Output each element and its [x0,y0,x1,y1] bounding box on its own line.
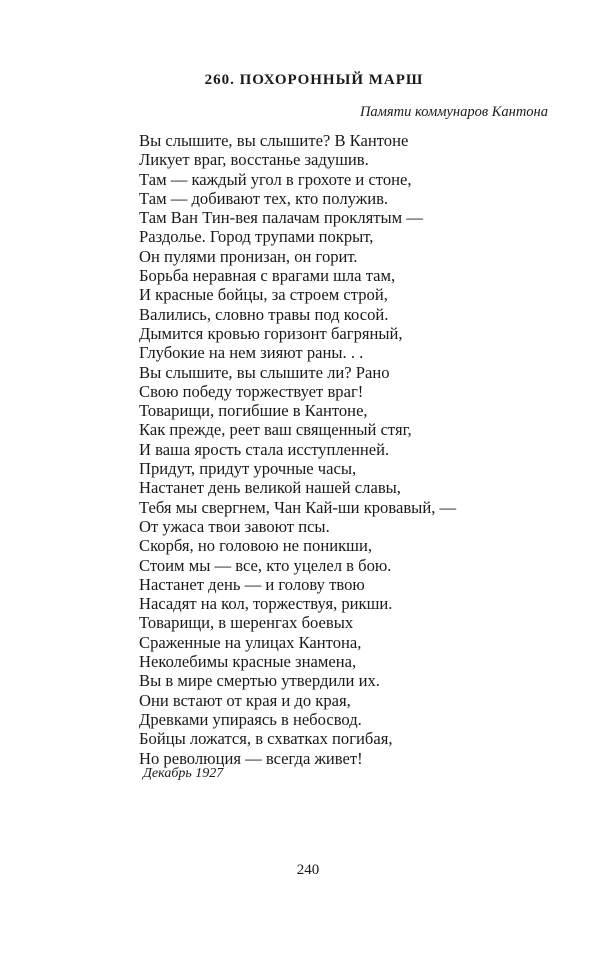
poem-line: Тебя мы свергнем, Чан Кай-ши кровавый, — [139,497,457,517]
poem-line: Стоим мы — все, кто уцелел в бою. [139,555,392,575]
poem-line: Там Ван Тин-вея палачам проклятым — [139,208,423,228]
poem-line: Он пулями пронизан, он горит. [139,246,358,266]
poem-line: Раздолье. Город трупами покрыт, [139,227,374,247]
page-number: 240 [296,862,320,878]
poem-date: Декабрь 1927 [143,766,224,781]
poem-line: Дымится кровью горизонт багряный, [139,323,403,343]
poem-line: Древками упираясь в небосвод. [139,709,362,729]
poem-line: Вы слышите, вы слышите? В Кантоне [139,131,409,150]
poem-line: Сраженные на улицах Кантона, [139,632,362,652]
poem-line: Там — добивают тех, кто полужив. [139,188,389,208]
poem-title: 260. ПОХОРОННЫЙ МАРШ [204,72,424,88]
poem-line: Настанет день — и голову твою [139,574,365,594]
poem-line: Настанет день великой нашей славы, [139,478,401,498]
poem-line: Насадят на кол, торжествуя, рикши. [139,594,393,614]
poem-line: Ликует враг, восстанье задушив. [139,150,369,170]
poem-line: И красные бойцы, за строем строй, [139,285,388,305]
poem-body [139,131,456,768]
poem-line: Неколебимы красные знамена, [139,652,357,672]
poem-line: Вы в мире смертью утвердили их. [139,671,380,691]
poem-line: От ужаса твои завоют псы. [139,516,330,536]
poem-line: Валились, словно травы под косой. [139,304,389,324]
poem-dedication: Памяти коммунаров Кантона [359,104,548,120]
poem-line: Вы слышите, вы слышите ли? Рано [139,362,390,382]
poem-line: Товарищи, в шеренгах боевых [139,613,354,633]
poem-line: Борьба неравная с врагами шла там, [139,266,396,286]
poem-line: Бойцы ложатся, в схватках погибая, [139,729,393,749]
poem-line: Они встают от края и до края, [139,690,351,710]
poem-line: Товарищи, погибшие в Кантоне, [139,401,368,421]
poem-line: Как прежде, реет ваш священный стяг, [139,420,412,440]
poem-line: Глубокие на нем зияют раны. . . [139,343,364,363]
poem-line: Там — каждый угол в грохоте и стоне, [139,169,412,189]
poem-line: И ваша ярость стала исступленней. [139,439,390,459]
poem-line: Свою победу торжествует враг! [139,381,364,401]
poem-line: Придут, придут урочные часы, [139,459,357,479]
poem-line: Скорбя, но головою не поникши, [139,536,372,556]
poem-line: Но революция — всегда живет! [139,748,363,768]
